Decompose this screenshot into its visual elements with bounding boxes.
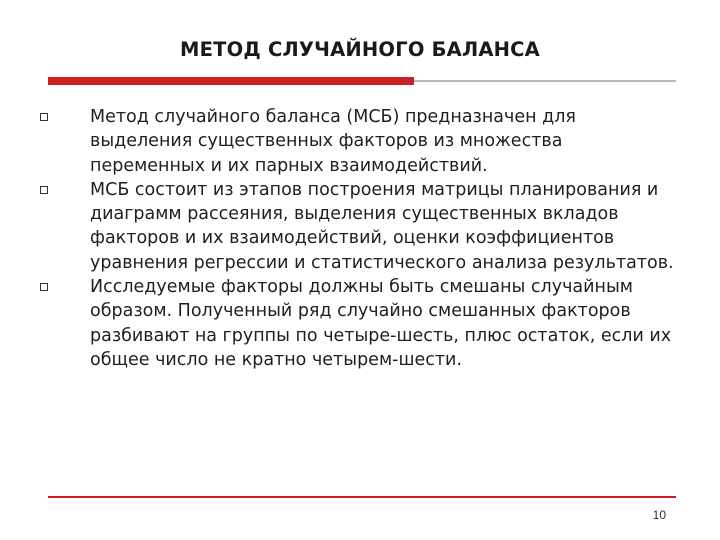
bullet-item	[40, 178, 680, 275]
hollow-square-bullet-icon	[40, 186, 48, 194]
bullet-text: Исследуемые факторы должны быть смешаны случайным образом. Полученный ряд случайно смешанных факторов разбивают на группы по четыре-шесть, плюс остаток, если их общее число не кратно четырем-шести.	[90, 277, 672, 370]
slide-title: МЕТОД СЛУЧАЙНОГО БАЛАНСА	[180, 38, 540, 61]
bullet-item	[40, 275, 680, 372]
title-divider-line	[414, 80, 676, 82]
footer-divider-line	[48, 496, 676, 498]
bullet-text: МСБ состоит из этапов построения матрицы планирования и диаграмм рассеяния, выделения существенных вкладов факторов и их взаимодействий, оценки коэффициентов уравнения регрессии и статистического анализа результатов.	[90, 179, 674, 273]
bullet-item	[40, 105, 680, 178]
bullet-list	[40, 105, 680, 372]
page-number: 10	[652, 508, 666, 522]
title-accent-bar	[48, 77, 414, 85]
bullet-text: Метод случайного баланса (МСБ) предназначен для выделения существенных факторов из множества переменных и их парных взаимодействий.	[90, 107, 576, 176]
hollow-square-bullet-icon	[40, 283, 48, 291]
hollow-square-bullet-icon	[40, 113, 48, 121]
